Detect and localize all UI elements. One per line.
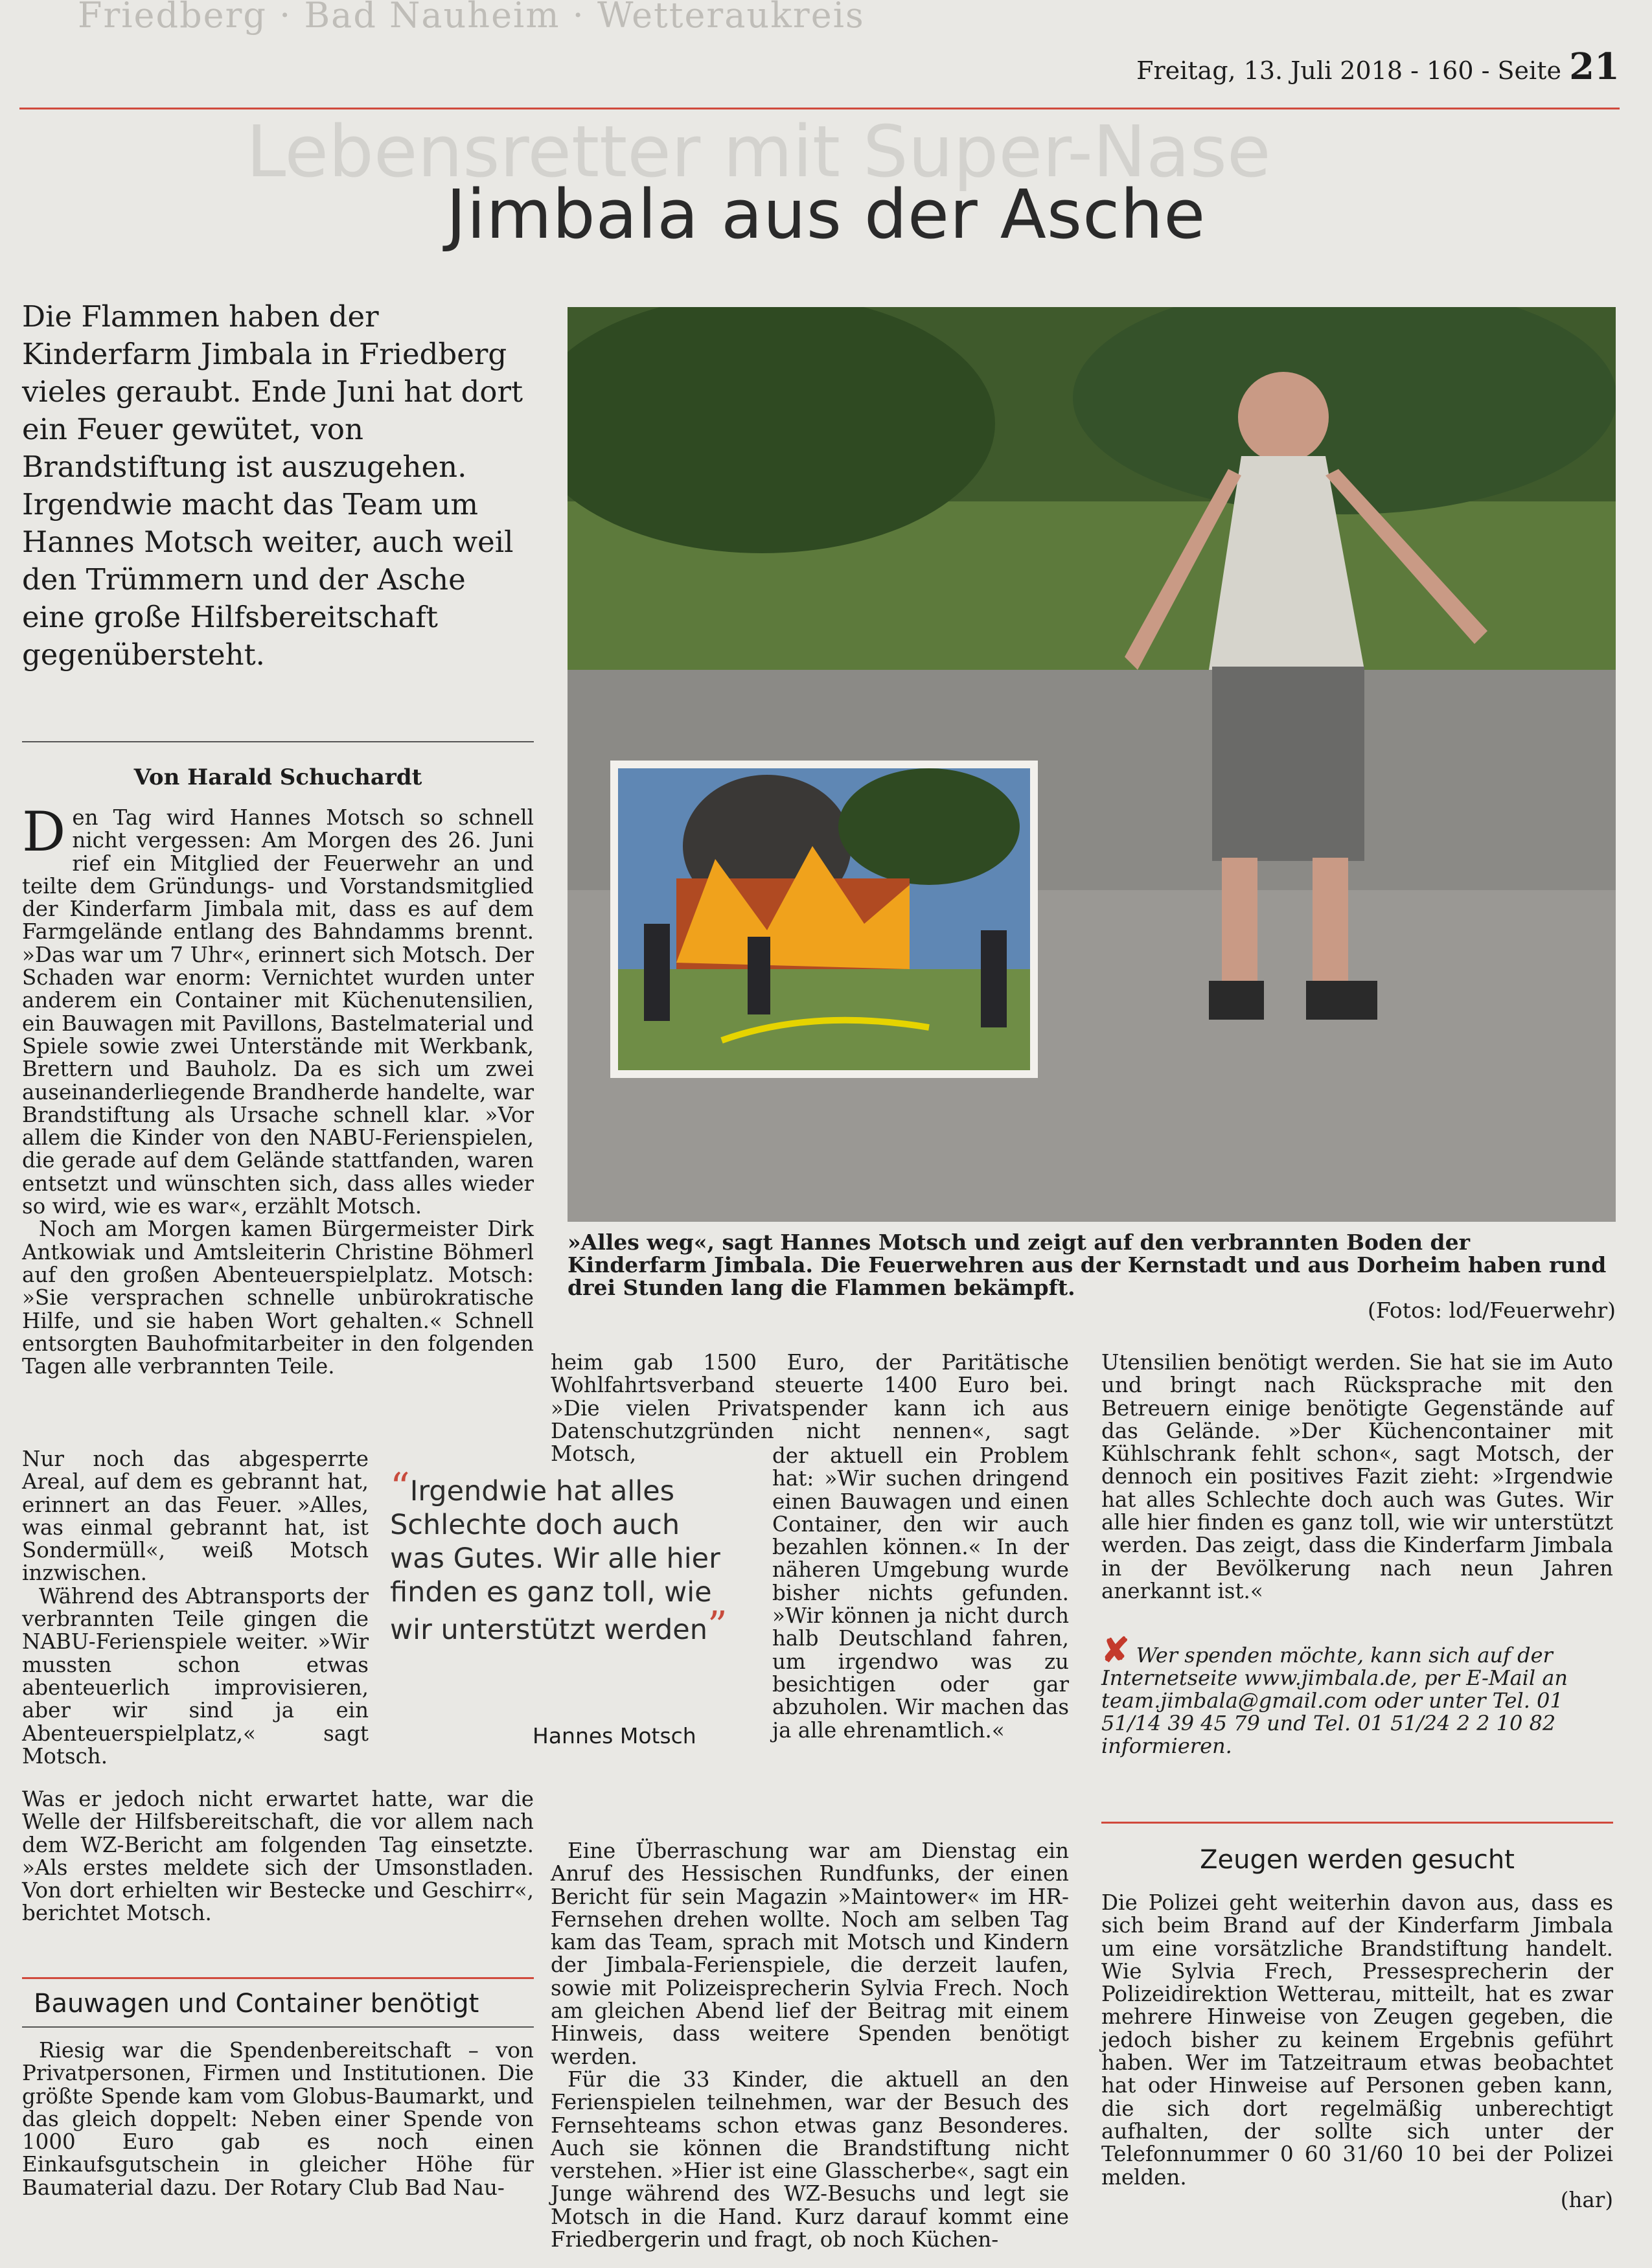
sidebar-body	[1101, 1892, 1613, 2212]
photo-caption	[568, 1231, 1616, 1322]
col2-paragraph-3: Für die 33 Kinder, die aktuell an den Ferienspielen teilnehmen, war der Besuch des Fernsehteams schon etwas ganz Besonderes. Auch sie können die Brandstiftung nicht verstehen. »Hier ist eine Glasscherbe«, sagt ein Junge während des WZ-Besuchs und legt sie Motsch in die Hand. Kurz darauf kommt eine Friedbergerin und fragt, ob noch Küchen-	[551, 2067, 1069, 2252]
ghost-headline: Lebensretter mit Super-Nase	[246, 110, 1271, 193]
subhead-rule	[22, 1977, 534, 1979]
info-box	[1101, 1631, 1613, 1758]
inset-fire-photo	[618, 768, 1030, 1070]
caption-text: »Alles weg«, sagt Hannes Motsch und zeigt auf den verbrannten Boden der Kinderfarm Jimbala. Die Feuerwehren aus der Kernstadt und aus Dorheim haben rund drei Stunden lang die Flammen bekämpft.	[568, 1230, 1607, 1300]
column-1-lower	[22, 1788, 534, 1925]
drop-cap: D	[22, 800, 66, 864]
column-1-top	[22, 800, 534, 1379]
photo-credit: (Fotos: lod/Feuerwehr)	[1367, 1298, 1616, 1323]
dateline	[1136, 45, 1620, 88]
main-photo	[568, 307, 1616, 1222]
subhead-rule-bottom	[22, 2026, 534, 2028]
col3-paragraph-1: Utensilien benötigt werden. Sie hat sie im Auto und bringt nach Rücksprache mit den Betreuern einige benötigte Gegenstände auf das Gelände. »Der Küchencontainer mit Kühlschrank fehlt schon«, sagt Motsch, der dennoch ein positives Fazit zieht: »Irgendwie hat alles Schlechte doch auch was Gutes. Wir alle hier finden es ganz toll, wie wir unterstützt werden. Das zeigt, dass die Kinderfarm Jimbala in der Bevölkerung nach neun Jahren anerkannt ist.«	[1101, 1350, 1613, 1603]
col1-paragraph-3b: Was er jedoch nicht erwartet hatte, war die Welle der Hilfsbereitschaft, die vor allem nach dem WZ-Bericht am folgenden Tag einsetzte. »Als erstes meldete sich der Umsonstladen. Von dort erhielten wir Bestecke und Geschirr«, berichtet Motsch.	[22, 1787, 534, 1926]
col2-paragraph-2: Eine Überraschung war am Dienstag ein Anruf des Hessischen Rundfunks, der einen Bericht für sein Magazin »Maintower« im HR-Fernsehen drehen wollte. Noch am selben Tag kam das Team, sprach mit Motsch und Kindern der Jimbala-Ferienspiele, die derzeit laufen, sowie mit Polizeisprecherin Sylvia Frech. Noch am gleichen Abend lief der Beitrag mit einem Hinweis, dass weitere Spenden benötigt werden.	[551, 1838, 1069, 2069]
article-title: Jimbala aus der Asche	[446, 175, 1206, 254]
sidebar-text: Die Polizei geht weiterhin davon aus, dass es sich beim Brand auf der Kinderfarm Jimbala um eine vorsätzliche Brandstiftung handelt. Wie Sylvia Frech, Pressesprecherin der Polizeidirektion Wetterau, mitteilt, hat es zwar mehrere Hinweise von Zeugen gegeben, die jedoch bisher zu keinem Ergebnis geführt haben. Wer im Tatzeitraum etwas beobachtet hat oder Hinweise auf Personen geben kann, die sich dort regelmäßig unberechtigt aufhalten, der sollte sich unter der Telefonnummer 0 60 31/60 10 bei der Polizei melden.	[1101, 1890, 1613, 2190]
column-2-narrow	[772, 1445, 1069, 1742]
header-rule	[19, 108, 1620, 109]
ghost-masthead: Friedberg · Bad Nauheim · Wetteraukreis	[78, 0, 865, 36]
sidebar-title: Zeugen werden gesucht	[1200, 1845, 1515, 1875]
inset-photo-frame	[610, 761, 1038, 1078]
cross-icon: ✘	[1101, 1631, 1130, 1670]
subhead-bauwagen: Bauwagen und Container benötigt	[34, 1989, 479, 2019]
page-number: 21	[1569, 45, 1620, 88]
sidebar-rule	[1101, 1822, 1613, 1824]
column-2-bottom	[551, 1840, 1069, 2251]
column-1-mid	[22, 1448, 369, 1768]
byline-rule	[22, 741, 534, 742]
sidebar-sign: (har)	[1560, 2187, 1613, 2212]
col2-paragraph-1a: heim gab 1500 Euro, der Paritätische Wohlfahrtsverband steuerte 1400 Euro bei. »Die vielen Privatspender kann ich aus Datenschutzgründen nicht nennen«, sagt Motsch,	[551, 1350, 1069, 1467]
quote-open-mark: “	[390, 1465, 410, 1510]
date-issue: Freitag, 13. Juli 2018 - 160 - Seite	[1136, 56, 1561, 85]
byline: Von Harald Schuchardt	[133, 764, 422, 790]
quote-close-mark: ”	[707, 1603, 728, 1649]
quote-text: Irgendwie hat alles Schlechte doch auch was Gutes. Wir alle hier finden es ganz toll, wie wir unterstützt werden	[390, 1475, 720, 1646]
col2-paragraph-1b: der aktuell ein Problem hat: »Wir suchen dringend einen Bauwagen und einen Container, den wir auch bezahlen können.« In der näheren Umgebung wurde bisher nichts gefunden. »Wir können ja nicht durch halb Deutschland fahren, um irgendwo was zu besichtigen oder gar abzuholen. Wir machen das ja alle ehrenamtlich.«	[772, 1443, 1069, 1743]
col1-paragraph-3: Während des Abtransports der verbrannten Teile gingen die NABU-Ferienspiele weiter. »Wir mussten schon etwas abenteuerlich improvisieren, aber wir sind ja ein Abenteuerspielplatz,« sagt Motsch.	[22, 1583, 369, 1769]
quote-author: Hannes Motsch	[533, 1723, 696, 1748]
col1-paragraph-1: en Tag wird Hannes Motsch so schnell nicht vergessen: Am Morgen des 26. Juni rief ein Mitglied der Feuerwehr an und teilte dem Gründungs- und Vorstandsmitglied der Kinderfarm Jimbala mit, dass es auf dem Farmgelände entlang des Bahndamms brennt. »Das war um 7 Uhr«, erinnert sich Motsch. Der Schaden war enorm: Vernichtet wurden unter anderem ein Container mit Küchenutensilien, ein Bauwagen mit Pavillons, Bastelmaterial und Spiele sowie zwei Unterstände mit Werkbank, Brettern und Bauholz. Da es sich um zwei auseinanderliegende Brandherde handelte, war Brandstiftung als Ursache schnell klar. »Vor allem die Kinder von den NABU-Ferienspielen, die gerade auf dem Gelände stattfanden, waren entsetzt und wünschten sich, dass alles wieder so wird, wie es war«, erzählt Motsch.	[22, 805, 534, 1219]
column-1-bottom	[22, 2039, 534, 2199]
article-lead: Die Flammen haben der Kinderfarm Jimbala in Friedberg vieles geraubt. Ende Juni hat dort ein Feuer gewütet, von Brandstiftung ist auszugehen. Irgendwie macht das Team um Hannes Motsch weiter, auch weil den Trümmern und der Asche eine große Hilfsbereitschaft gegenübersteht.	[22, 299, 523, 672]
pull-quote	[390, 1465, 740, 1649]
col1-paragraph-2b: Nur noch das abgesperrte Areal, auf dem es gebrannt hat, erinnert an das Feuer. »Alles, was einmal gebrannt hat, ist Sondermüll«, weiß Motsch inzwischen.	[22, 1447, 369, 1586]
col1-paragraph-2a: Noch am Morgen kamen Bürgermeister Dirk Antkowiak und Amtsleiterin Christine Böhmerl auf den großen Abenteuerspielplatz. Motsch: »Sie versprachen schnelle unbürokratische Hilfe, und sie haben Wort gehalten.« Schnell entsorgten Bauhofmitarbeiter in den folgenden Tagen alle verbrannten Teile.	[22, 1217, 534, 1379]
info-text: Wer spenden möchte, kann sich auf der Internetseite www.jimbala.de, per E-Mail an team.jimbala@gmail.com oder unter Tel. 01 51/14 39 45 79 und Tel. 01 51/24 2 2 10 82 informieren.	[1101, 1643, 1568, 1758]
column-3-top	[1101, 1351, 1613, 1603]
col1-paragraph-4: Riesig war die Spendenbereitschaft – von Privatpersonen, Firmen und Institutionen. Die größte Spende kam vom Globus-Baumarkt, und das gleich doppelt: Neben einer Spende von 1000 Euro gab es noch einen Einkaufsgutschein in gleicher Höhe für Baumaterial dazu. Der Rotary Club Bad Nau-	[22, 2038, 534, 2200]
